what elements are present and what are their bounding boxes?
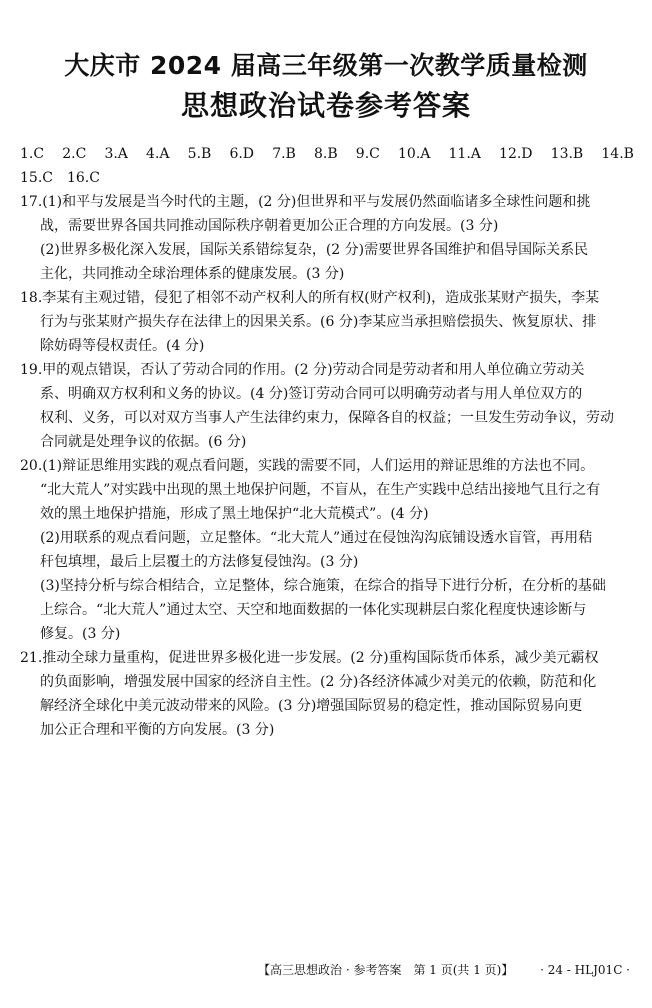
answer-line: 行为与张某财产损失存在法律上的因果关系。(6 分)李某应当承担赔偿损失、恢复原状、排 [40, 314, 597, 330]
mc-answer: 4.A [146, 146, 170, 162]
answer-20 [20, 454, 634, 646]
mc-answer: 10.A [398, 146, 431, 162]
mc-answer: 7.B [272, 146, 296, 162]
mc-answer: 12.D [499, 146, 533, 162]
answer-line: 效的黑土地保护措施，形成了黑土地保护“北大荒模式”。(4 分) [40, 506, 429, 522]
answer-line: (3)坚持分析与综合相结合，立足整体，综合施策，在综合的指导下进行分析，在分析的基础 [40, 578, 606, 594]
mc-answer: 2.C [62, 146, 87, 162]
mc-answer-row [20, 166, 634, 190]
answer-line: 加公正合理和平衡的方向发展。(3 分) [40, 722, 275, 738]
answer-line: 的负面影响，增强发展中国家的经济自主性。(2 分)各经济体减少对美元的依赖，防范和化 [40, 674, 597, 690]
answer-line: 上综合。“北大荒人”通过太空、天空和地面数据的一体化实现耕层白浆化程度快速诊断与 [40, 602, 587, 618]
answer-19 [20, 358, 634, 454]
mc-answer: 9.C [355, 146, 380, 162]
mc-answer: 11.A [448, 146, 481, 162]
answer-line: 17.(1)和平与发展是当今时代的主题，(2 分)但世界和平与发展仍然面临诸多全球性问题和挑 [20, 194, 591, 210]
answer-line: 20.(1)辩证思维用实践的观点看问题，实践的需要不同，人们运用的辩证思维的方法也不同。 [20, 458, 595, 474]
mc-answer: 14.B [601, 146, 634, 162]
mc-answer-row [20, 142, 634, 166]
answer-line: 秆包填埋，最后上层覆土的方法修复侵蚀沟。(3 分) [40, 554, 359, 570]
answer-line: 解经济全球化中美元波动带来的风险。(3 分)增强国际贸易的稳定性，推动国际贸易向更 [40, 698, 583, 714]
answer-17 [20, 190, 634, 286]
mc-answer: 15.C [20, 170, 53, 186]
answer-line: 主化，共同推动全球治理体系的健康发展。(3 分) [40, 266, 345, 282]
answer-line: “北大荒人”对实践中出现的黑土地保护问题，不盲从，在生产实践中总结出接地气且行之有 [40, 482, 601, 498]
answer-21 [20, 646, 634, 742]
mc-answer: 1.C [20, 146, 45, 162]
page-footer [0, 960, 652, 980]
answer-line: 19.甲的观点错误，否认了劳动合同的作用。(2 分)劳动合同是劳动者和用人单位确立劳动关 [20, 362, 585, 378]
answer-body [20, 142, 634, 742]
answer-18 [20, 286, 634, 358]
mc-answer: 6.D [229, 146, 255, 162]
answer-line: 18.李某有主观过错，侵犯了相邻不动产权利人的所有权(财产权利)，造成张某财产损失，李某 [20, 290, 600, 306]
mc-answer: 16.C [66, 170, 100, 186]
answer-line: 权利、义务，可以对双方当事人产生法律约束力，保障各自的权益；一旦发生劳动争议，劳动 [40, 410, 614, 426]
footer-page-info: 【高三思想政治 · 参考答案 第 1 页(共 1 页)】 [258, 963, 514, 977]
exam-title: 大庆市 2024 届高三年级第一次教学质量检测 [64, 51, 588, 80]
answer-line: (2)用联系的观点看问题，立足整体。“北大荒人”通过在侵蚀沟沟底铺设透水盲管，再用秸 [40, 530, 593, 546]
answer-line: 系、明确双方权利和义务的协议。(4 分)签订劳动合同可以明确劳动者与用人单位双方的 [40, 386, 583, 402]
answer-line: 修复。(3 分) [40, 626, 121, 642]
answer-line: 21.推动全球力量重构，促进世界多极化进一步发展。(2 分)重构国际货币体系，减少美元霸权 [20, 650, 599, 666]
answer-line: (2)世界多极化深入发展，国际关系错综复杂，(2 分)需要世界各国维护和倡导国际关系民 [40, 242, 589, 258]
answer-line: 除妨碍等侵权责任。(4 分) [40, 338, 205, 354]
answer-line: 战，需要世界各国共同推动国际秩序朝着更加公正合理的方向发展。(3 分) [40, 218, 499, 234]
mc-answer: 3.A [104, 146, 128, 162]
footer-code: · 24 - HLJ01C · [540, 963, 630, 977]
mc-answer: 8.B [313, 146, 338, 162]
answer-line: 合同就是处理争议的依据。(6 分) [40, 434, 247, 450]
document-subtitle: 思想政治试卷参考答案 [180, 89, 471, 122]
mc-answer: 13.B [550, 146, 584, 162]
mc-answer: 5.B [187, 146, 212, 162]
